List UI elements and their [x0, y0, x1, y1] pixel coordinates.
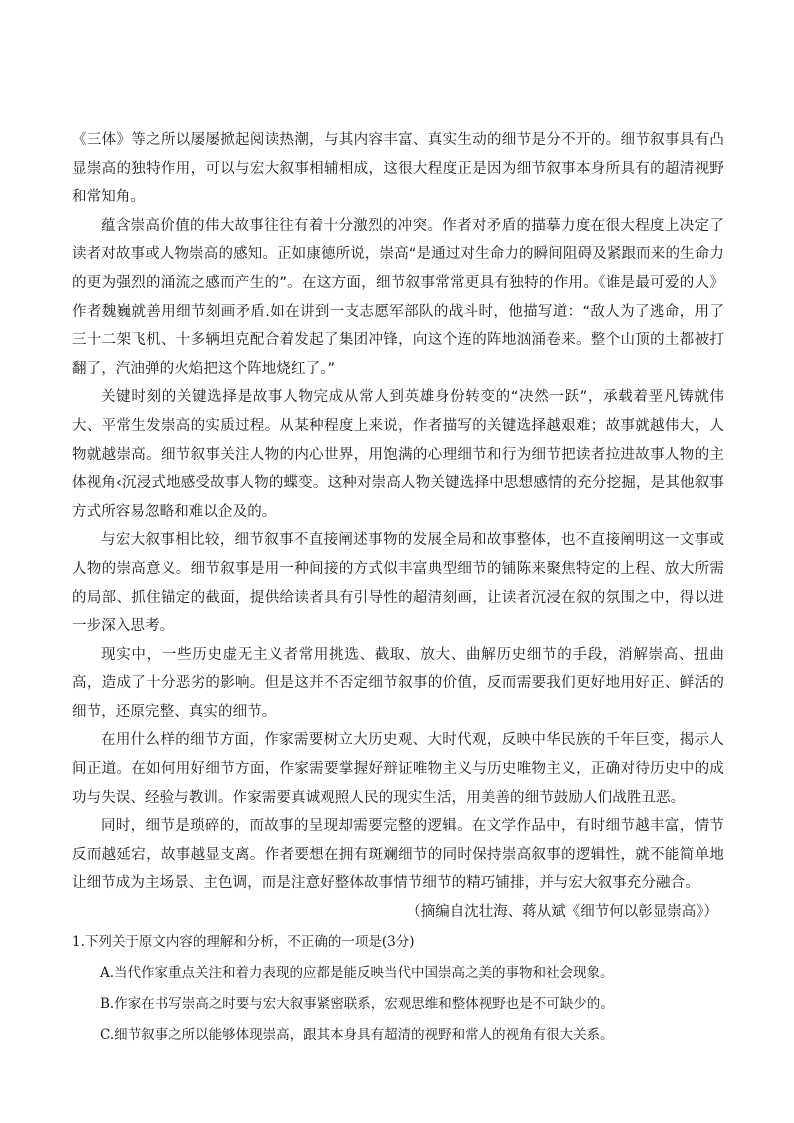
question-option-c: C.细节叙事之所以能够体现崇高，跟其本身具有超清的视野和常人的视角有很大关系。 — [100, 1026, 614, 1043]
article-paragraph-1: 《三体》等之所以屡屡掀起阅读热潮，与其内容丰富、真实生动的细节是分不开的。细节叙事具有凸显崇高的独特作用，可以与宏大叙事相辅相成，这很大程度正是因为细节叙事本身所具有的超清视野和常知角。 — [72, 132, 724, 206]
article-paragraph-4: 与宏大叙事相比较，细节叙事不直接阐述事物的发展全局和故事整体，也不直接阐明这一文事或人物的崇高意义。细节叙事是用一种间接的方式似丰富典型细节的铺陈来聚焦特定的上程、放大所需的局部、抓住锚定的截面，提供给读者具有引导性的超清刻画，让读者沉浸在叙的氛围之中，得以进一步深入思考。 — [72, 532, 724, 635]
article-paragraph-2: 蕴含崇高价值的伟大故事往往有着十分激烈的冲突。作者对矛盾的描摹力度在很大程度上决定了读者对故事或人物崇高的感知。正如康德所说，崇高“是通过对生命力的瞬间阻碍及紧跟而来的生命力的更为强烈的涌流之感而产生的”。在这方面，细节叙事常常更具有独特的作用。《谁是最可爱的人》作者魏巍就善用细节刻画矛盾.如在讲到一支志愿军部队的战斗时，他描写道：“敌人为了逃命，用了三十二架飞机、十多辆坦克配合着发起了集团冲锋，向这个连的阵地汹涌卷来。整个山顶的土都被打翻了，汽油弹的火焰把这个阵地烧红了。” — [72, 217, 724, 377]
article-paragraph-7: 同时，细节是琐碎的，而故事的呈现却需要完整的逻辑。在文学作品中，有时细节越丰富，情节反而越延宕，故事越显支离。作者要想在拥有斑斓细节的同时保持崇高叙事的逻辑性，就不能简单地让细节成为主场景、主色调，而是注意好整体故事情节细节的精巧铺排，并与宏大叙事充分融合。 — [72, 818, 724, 892]
article-paragraph-6: 在用什么样的细节方面，作家需要树立大历史观、大时代观，反映中华民族的千年巨变，揭示人间正道。在如何用好细节方面，作家需要掌握好辩证唯物主义与历史唯物主义，正确对待历史中的成功与失误、经验与教训。作家需要真诚观照人民的现实生活，用美善的细节鼓励人们战胜丑恶。 — [72, 732, 724, 806]
question-option-b: B.作家在书写崇高之时要与宏大叙事紧密联系，宏观思维和整体视野也是不可缺少的。 — [100, 995, 614, 1012]
question-option-a: A.当代作家重点关注和着力表现的应都是能反映当代中国崇高之美的事物和社会现象。 — [100, 964, 614, 981]
article-paragraph-3: 关键时刻的关键选择是故事人物完成从常人到英雄身份转变的“决然一跃”，承载着垩凡铸就伟大、平常生发崇高的实质过程。从某种程度上来说，作者描写的关键选择越艰难；故事就越伟大，人物就越崇高。细节叙事关注人物的内心世界，用饱满的心理细节和行为细节把读者拉进故事人物的主体视角‹沉浸式地感受故事人物的蝶变。这种对崇高人物关键选择中思想感情的充分挖掘，是其他叙事方式所容易忽略和难以企及的。 — [72, 389, 724, 520]
article-source-citation: （摘编自沈壮海、蒋从斌《细节何以彰显崇高》） — [406, 904, 718, 921]
document-page — [72, 126, 724, 1051]
question-stem: 1.下列关于原文内容的理解和分析，不正确的一项是(3分) — [72, 933, 415, 950]
article-paragraph-5: 现实中，一些历史虚无主义者常用挑选、截取、放大、曲解历史细节的手段，消解崇高、扭曲高，造成了十分恶劣的影响。但是这并不否定细节叙事的价值，反而需要我们更好地用好正、鲜活的细节，还原完整、真实的细节。 — [72, 646, 724, 720]
